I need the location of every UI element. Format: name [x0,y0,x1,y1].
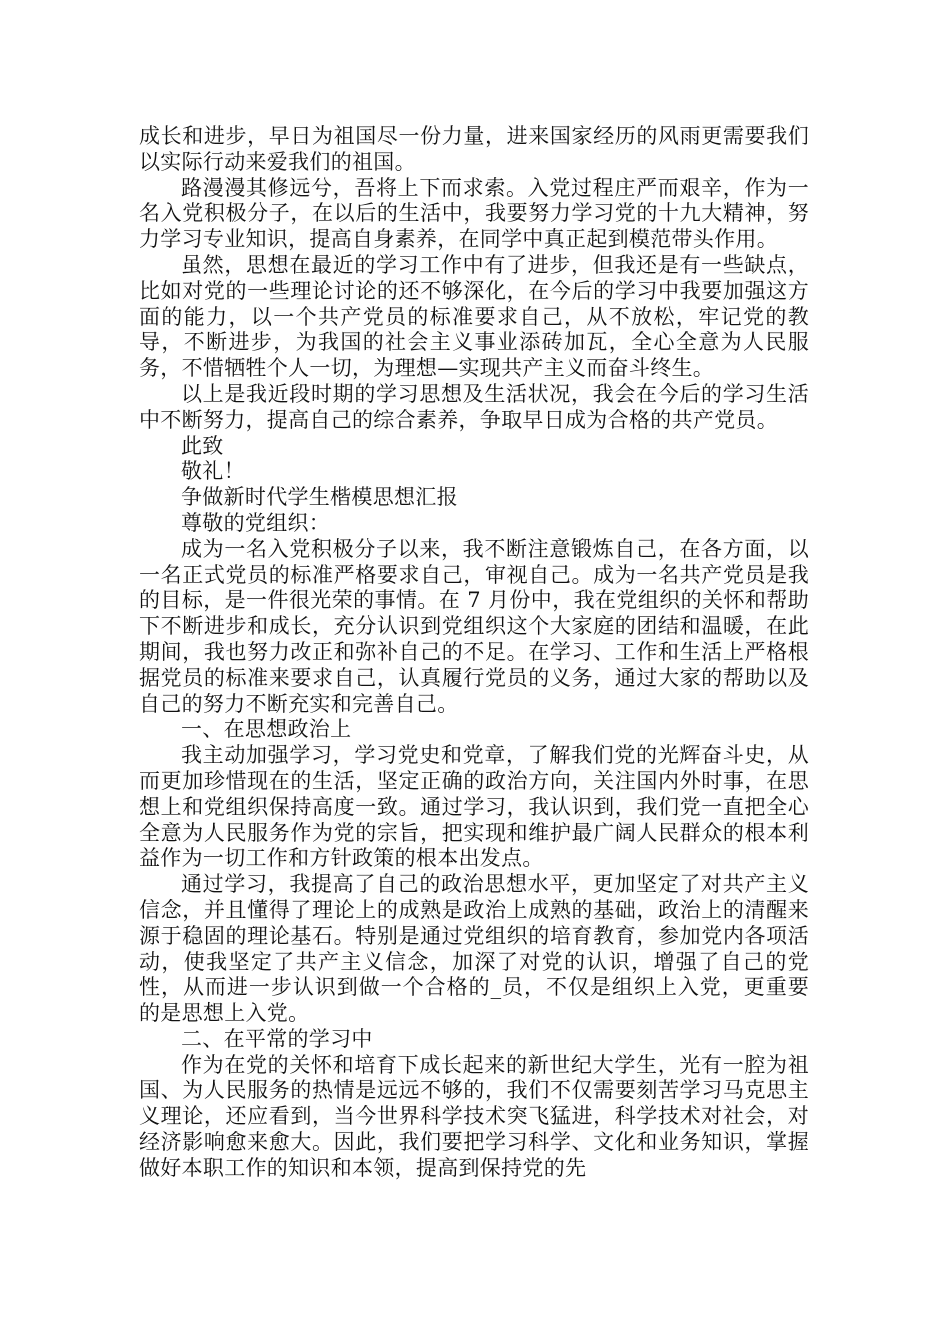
paragraph: 虽然，思想在最近的学习工作中有了进步，但我还是有一些缺点，比如对党的一些理论讨论的还不够深化，在今后的学习中我要加强这方面的能力，以一个共产党员的标准要求自己，从不放松，牢记党的教导，不断进步，为我国的社会主义事业添砖加瓦，全心全意为人民服务，不惜牺牲个人一切，为理想—实现共产主义而奋斗终生。 [139,252,809,381]
paragraph: 路漫漫其修远兮，吾将上下而求索。入党过程庄严而艰辛，作为一名入党积极分子，在以后的生活中，我要努力学习党的十九大精神，努力学习专业知识，提高自身素养，在同学中真正起到模范带头作用。 [139,175,809,252]
section-heading: 一、在思想政治上 [181,717,352,742]
paragraph: 我主动加强学习，学习党史和党章，了解我们党的光辉奋斗史，从而更加珍惜现在的生活，坚定正确的政治方向，关注国内外时事，在思想上和党组织保持高度一致。通过学习，我认识到，我们党一直把全心全意为人民服务作为党的宗旨，把实现和维护最广阔人民群众的根本利益作为一切工作和方针政策的根本出发点。 [139,743,809,871]
greeting: 尊敬的党组织： [181,510,331,535]
section-heading: 二、在平常的学习中 [181,1026,373,1051]
paragraph: 成为一名入党积极分子以来，我不断注意锻炼自己，在各方面，以一名正式党员的标准严格要求自己，审视自己。成为一名共产党员是我的目标，是一件很光荣的事情。在 7 月份中，我在党组织的关怀和帮助下不断进步和成长，充分认识到党组织这个大家庭的团结和温暖，在此期间，我也努力改正和弥补自己的不足。在学习、工作和生活上严格根据党员的标准来要求自己，认真履行党员的义务，通过大家的帮助以及自己的努力不断充实和完善自己。 [139,536,809,716]
paragraph: 通过学习，我提高了自己的政治思想水平，更加坚定了对共产主义信念，并且懂得了理论上的成熟是政治上成熟的基础，政治上的清醒来源于稳固的理论基石。特别是通过党组织的培育教育，参加党内各项活动，使我坚定了共产主义信念，加深了对党的认识，增强了自己的党性，从而进一步认识到做一个合格的_员，不仅是组织上入党，更重要的是思想上入党。 [139,872,809,1026]
paragraph: 以上是我近段时期的学习思想及生活状况，我会在今后的学习生活中不断努力，提高自己的综合素养，争取早日成为合格的共产党员。 [139,381,809,432]
paragraph: 作为在党的关怀和培育下成长起来的新世纪大学生，光有一腔为祖国、为人民服务的热情是远远不够的，我们不仅需要刻苦学习马克思主义理论，还应看到，当今世界科学技术突飞猛进，科学技术对社会，对经济影响愈来愈大。因此，我们要把学习科学、文化和业务知识，掌握做好本职工作的知识和本领，提高到保持党的先 [139,1052,809,1180]
section-title: 争做新时代学生楷模思想汇报 [181,485,458,510]
paragraph: 成长和进步，早日为祖国尽一份力量，进来国家经历的风雨更需要我们以实际行动来爱我们的祖国。 [139,124,809,174]
document-body [139,124,809,1182]
closing-salutation: 此致 [181,433,224,458]
closing-regards: 敬礼！ [181,459,245,484]
